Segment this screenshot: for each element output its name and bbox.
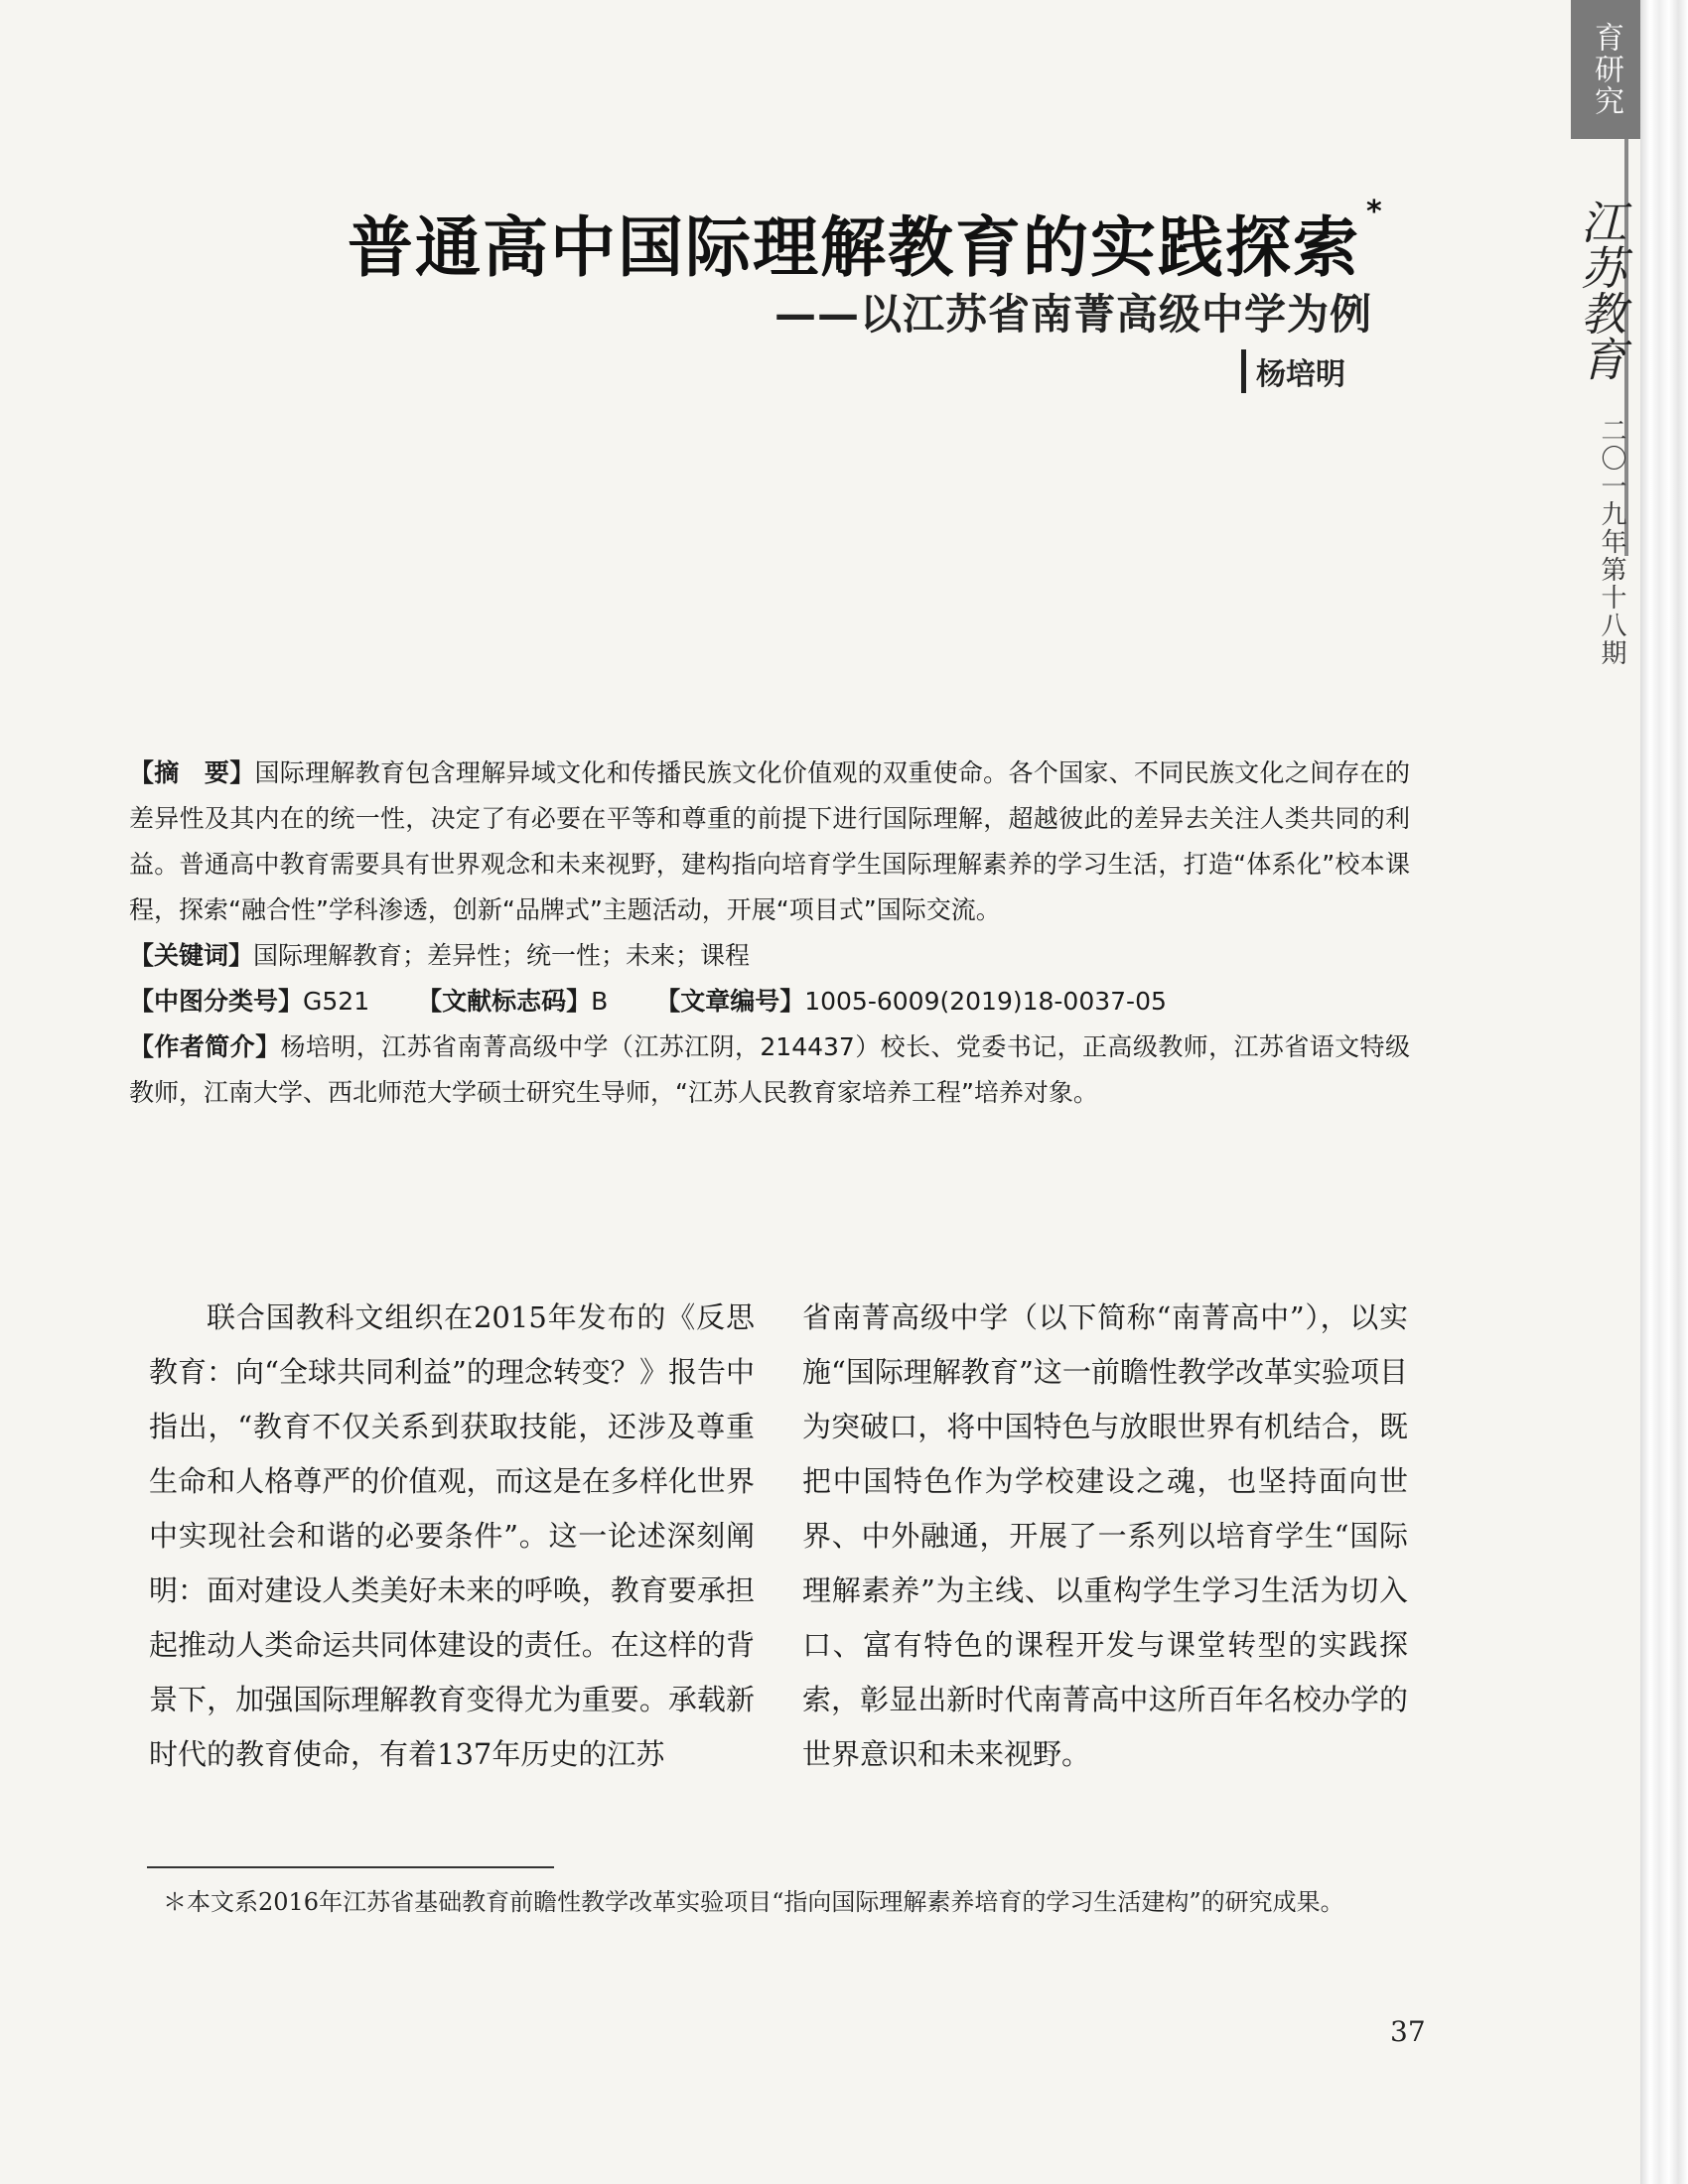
article-no-label: 【文章编号】 <box>655 987 805 1016</box>
article-title-text: 普通高中国际理解教育的实践探索 <box>348 209 1360 286</box>
title-footnote-mark: * <box>1366 195 1384 229</box>
article-author: 杨培明 <box>1241 349 1345 393</box>
keywords <box>129 933 1410 979</box>
keywords-text: 国际理解教育；差异性；统一性；未来；课程 <box>253 941 751 970</box>
abstract-label: 【摘 要】 <box>129 758 255 787</box>
body-paragraph-left: 联合国教科文组织在2015年发布的《反思教育：向“全球共同利益”的理念转变？》报告中指出，“教育不仅关系到获取技能，还涉及尊重生命和人格尊严的价值观，而这是在多样化世界中实现社会和谐的必要条件”。这一论述深刻阐明：面对建设人类美好未来的呼唤，教育要承担起推动人类命运共同体建设的责任。在这样的背景下，加强国际理解教育变得尤为重要。承载新时代的教育使命，有着137年历史的江苏 <box>149 1300 755 1771</box>
article-no-value: 1005-6009(2019)18-0037-05 <box>804 987 1167 1016</box>
doc-code <box>417 987 608 1016</box>
doc-code-label: 【文献标志码】 <box>417 987 592 1016</box>
article-title <box>348 195 1384 289</box>
author-bio <box>129 1024 1410 1116</box>
clc <box>129 987 369 1016</box>
footnote-rule <box>147 1866 554 1868</box>
page-number: 37 <box>1390 2015 1426 2048</box>
section-tab: 育研究 <box>1571 0 1640 139</box>
body-column-right <box>802 1291 1408 1782</box>
doc-code-value: B <box>591 987 609 1016</box>
author-bio-text: 杨培明，江苏省南菁高级中学（江苏江阴，214437）校长、党委书记，正高级教师，江苏省语文特级教师，江南大学、西北师范大学硕士研究生导师，“江苏人民教育家培养工程”培养对象。 <box>129 1032 1410 1107</box>
abstract-text: 国际理解教育包含理解异域文化和传播民族文化价值观的双重使命。各个国家、不同民族文化之间存在的差异性及其内在的统一性，决定了有必要在平等和尊重的前提下进行国际理解，超越彼此的差异去关注人类共同的利益。普通高中教育需要具有世界观念和未来视野，建构指向培育学生国际理解素养的学习生活，打造“体系化”校本课程，探索“融合性”学科渗透，创新“品牌式”主题活动，开展“项目式”国际交流。 <box>129 758 1410 924</box>
journal-name: 江苏教育 <box>1574 199 1627 381</box>
clc-value: G521 <box>303 987 370 1016</box>
clc-label: 【中图分类号】 <box>129 987 304 1016</box>
footnote-text: ＊本文系2016年江苏省基础教育前瞻性教学改革实验项目“指向国际理解素养培育的学习生活建构”的研究成果。 <box>163 1888 1344 1916</box>
body-paragraph-right: 省南菁高级中学（以下简称“南菁高中”），以实施“国际理解教育”这一前瞻性教学改革实验项目为突破口，将中国特色与放眼世界有机结合，既把中国特色作为学校建设之魂，也坚持面向世界、中外融通，开展了一系列以培育学生“国际理解素养”为主线、以重构学生学习生活为切入口、富有特色的课程开发与课堂转型的实践探索，彰显出新时代南菁高中这所百年名校办学的世界意识和未来视野。 <box>802 1300 1408 1771</box>
keywords-label: 【关键词】 <box>129 941 254 970</box>
author-bio-label: 【作者简介】 <box>129 1032 281 1061</box>
page-edge <box>1640 0 1688 2184</box>
body-column-left <box>149 1291 755 1782</box>
issue-label: 二〇一九年第十八期 <box>1597 417 1626 667</box>
article-no <box>655 987 1167 1016</box>
classification-row <box>129 979 1410 1024</box>
footnote <box>139 1880 1430 1924</box>
article-meta <box>129 751 1410 1116</box>
article-subtitle: ——以江苏省南菁高级中学为例 <box>774 290 1373 339</box>
abstract <box>129 751 1410 933</box>
